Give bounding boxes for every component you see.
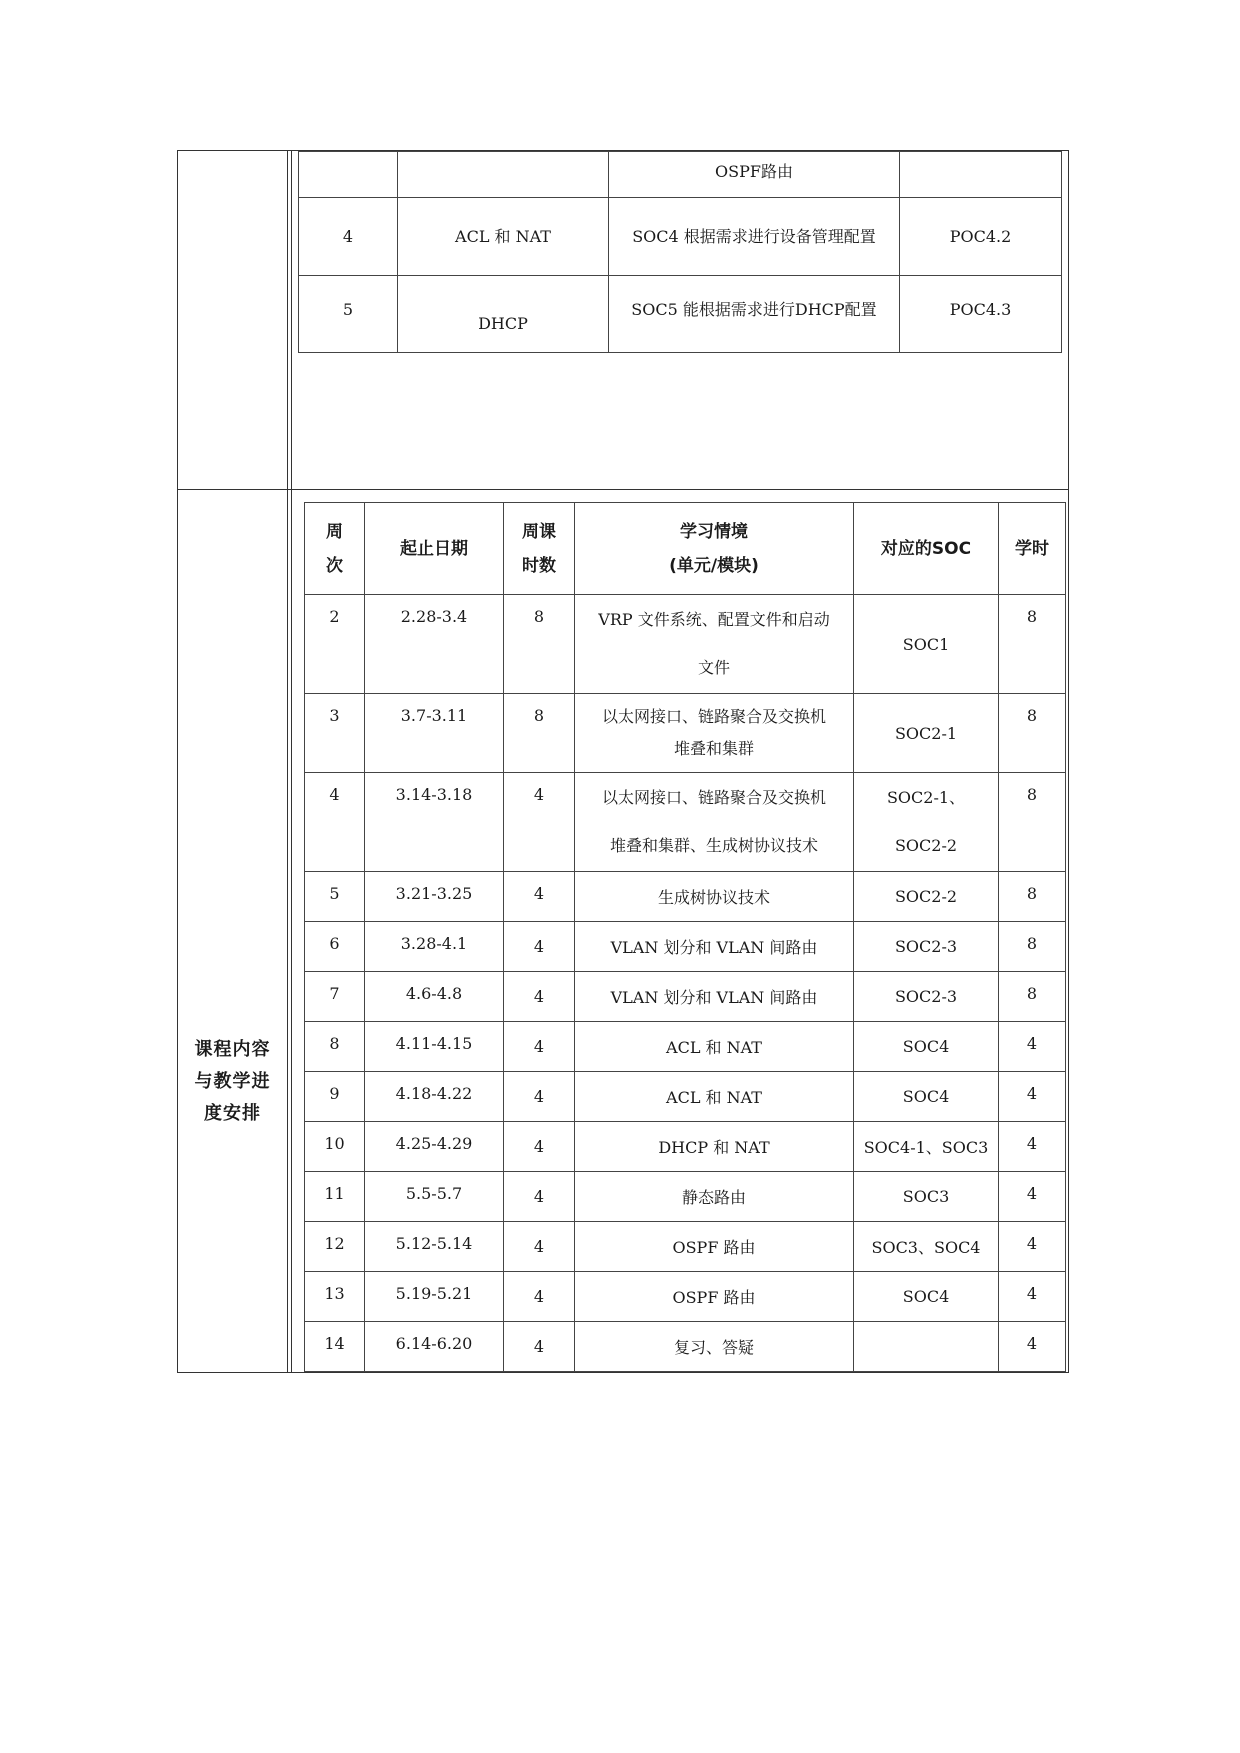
week-cell xyxy=(305,595,365,694)
soc-cell-line: SOC2-2 xyxy=(894,836,958,855)
week-cell xyxy=(305,872,365,922)
week-cell-line: 7 xyxy=(329,984,340,1003)
label-column-divider xyxy=(287,151,292,1372)
header-line: 次 xyxy=(326,555,343,576)
context-cell xyxy=(575,1322,854,1372)
table-row xyxy=(305,773,1066,872)
context-cell xyxy=(575,872,854,922)
credit-cell xyxy=(999,694,1066,773)
credit-cell-line: 4 xyxy=(1026,1034,1038,1053)
hours-cell-line: 4 xyxy=(533,1287,545,1306)
hours-cell-line: 4 xyxy=(533,1137,545,1156)
topic-cell: DHCP xyxy=(398,276,609,353)
hours-cell-line: 4 xyxy=(533,1087,545,1106)
context-cell xyxy=(575,1072,854,1122)
soc-header: 对应的SOC xyxy=(854,503,999,595)
credit-header: 学时 xyxy=(999,503,1066,595)
hours-cell-line: 4 xyxy=(533,937,545,956)
header-line: 周 xyxy=(326,521,343,542)
dates-cell xyxy=(365,872,504,922)
soc-cell xyxy=(854,922,999,972)
soc-cell-line: SOC2-3 xyxy=(894,987,958,1006)
dates-cell-line: 3.21-3.25 xyxy=(395,884,473,903)
week-cell-line: 13 xyxy=(324,1284,345,1303)
week-cell xyxy=(305,1122,365,1172)
table-row xyxy=(305,1022,1066,1072)
soc-cell-line: SOC3 xyxy=(902,1187,950,1206)
dates-cell xyxy=(365,1322,504,1372)
dates-cell xyxy=(365,773,504,872)
schedule-body xyxy=(305,595,1066,1372)
hours-cell-line: 4 xyxy=(533,1337,545,1356)
dates-cell xyxy=(365,1272,504,1322)
dates-cell-line: 3.14-3.18 xyxy=(395,785,473,804)
soc-cell-line: SOC4 xyxy=(902,1287,950,1306)
header-line: (单元/模块) xyxy=(669,555,759,576)
soc-cell-line: SOC2-3 xyxy=(894,937,958,956)
credit-cell-line: 8 xyxy=(1026,785,1038,804)
week-cell-line: 8 xyxy=(329,1034,340,1053)
credit-cell-line: 4 xyxy=(1026,1184,1038,1203)
hours-cell xyxy=(504,1022,575,1072)
dates-cell-line: 4.18-4.22 xyxy=(395,1084,473,1103)
credit-cell xyxy=(999,922,1066,972)
context-cell-line: 堆叠和集群、生成树协议技术 xyxy=(609,836,818,855)
hours-cell-line: 4 xyxy=(533,785,545,804)
poc-cell: POC4.2 xyxy=(900,198,1062,276)
week-cell-line: 14 xyxy=(324,1334,345,1353)
soc-cell-line: SOC2-1、 xyxy=(886,788,966,807)
soc-cell-line: SOC3、SOC4 xyxy=(871,1238,981,1257)
credit-cell xyxy=(999,1272,1066,1322)
soc-cell xyxy=(854,1172,999,1222)
context-cell-line: 以太网接口、链路聚合及交换机 xyxy=(601,707,826,726)
credit-cell-line: 8 xyxy=(1026,706,1038,725)
soc-cell xyxy=(854,1022,999,1072)
soc-cell-line: SOC4-1、SOC3 xyxy=(863,1138,989,1157)
context-cell-line: ACL 和 NAT xyxy=(666,1088,762,1107)
hours-cell xyxy=(504,1072,575,1122)
context-cell xyxy=(575,1272,854,1322)
dates-cell-line: 4.6-4.8 xyxy=(405,984,463,1003)
week-cell-line: 12 xyxy=(324,1234,345,1253)
soc-cell-line: SOC4 xyxy=(902,1037,950,1056)
hours-cell xyxy=(504,694,575,773)
context-cell xyxy=(575,922,854,972)
soc-cell-line: SOC1 xyxy=(902,634,950,654)
dates-cell-line: 3.7-3.11 xyxy=(400,706,468,725)
soc-cell xyxy=(854,694,999,773)
week-cell-line: 11 xyxy=(324,1184,345,1203)
dates-cell-line: 5.5-5.7 xyxy=(405,1184,463,1203)
dates-header: 起止日期 xyxy=(365,503,504,595)
soc-cell xyxy=(854,1072,999,1122)
table-row xyxy=(299,198,1062,276)
week-cell xyxy=(299,152,398,198)
week-cell xyxy=(305,1322,365,1372)
table-row xyxy=(305,872,1066,922)
dates-cell-line: 4.25-4.29 xyxy=(395,1134,473,1153)
soc-cell xyxy=(854,1322,999,1372)
soc-poc-table xyxy=(298,151,1062,353)
context-cell xyxy=(575,1222,854,1272)
credit-cell-line: 8 xyxy=(1026,884,1038,903)
credit-cell xyxy=(999,1222,1066,1272)
dates-cell-line: 2.28-3.4 xyxy=(400,607,468,626)
header-row xyxy=(305,503,1066,595)
credit-cell xyxy=(999,773,1066,872)
credit-cell-line: 8 xyxy=(1026,607,1038,626)
credit-cell xyxy=(999,1072,1066,1122)
dates-cell xyxy=(365,972,504,1022)
context-cell xyxy=(575,1172,854,1222)
week-cell: 5 xyxy=(299,276,398,353)
context-cell-line: VLAN 划分和 VLAN 间路由 xyxy=(610,938,818,957)
credit-cell xyxy=(999,972,1066,1022)
context-header xyxy=(575,503,854,595)
week-cell xyxy=(305,1222,365,1272)
table-row xyxy=(299,276,1062,353)
dates-cell-line: 5.19-5.21 xyxy=(395,1284,473,1303)
soc-cell-line: SOC4 xyxy=(902,1087,950,1106)
soc-cell xyxy=(854,972,999,1022)
dates-cell xyxy=(365,1222,504,1272)
table-row xyxy=(305,1172,1066,1222)
hours-cell-line: 4 xyxy=(533,987,545,1006)
table-row xyxy=(299,152,1062,198)
week-header xyxy=(305,503,365,595)
context-cell-line: VLAN 划分和 VLAN 间路由 xyxy=(610,988,818,1007)
context-cell-line: OSPF 路由 xyxy=(672,1238,756,1257)
credit-cell xyxy=(999,872,1066,922)
soc-cell: SOC4 根据需求进行设备管理配置 xyxy=(609,198,900,276)
poc-cell xyxy=(900,152,1062,198)
hours-cell xyxy=(504,1272,575,1322)
week-cell xyxy=(305,972,365,1022)
week-cell xyxy=(305,1272,365,1322)
table-row xyxy=(305,922,1066,972)
hours-cell-line: 4 xyxy=(533,1237,545,1256)
credit-cell xyxy=(999,595,1066,694)
context-cell-line: DHCP 和 NAT xyxy=(658,1138,770,1157)
hours-cell-line: 8 xyxy=(533,607,545,626)
section-label-line: 与教学进 xyxy=(194,1071,271,1092)
soc-cell: OSPF路由 xyxy=(609,152,900,198)
dates-cell-line: 3.28-4.1 xyxy=(400,934,468,953)
context-cell-line: 生成树协议技术 xyxy=(657,888,770,907)
header-line: 周课 xyxy=(522,521,556,542)
hours-cell xyxy=(504,595,575,694)
header-line: 学习情境 xyxy=(680,521,748,542)
section-label xyxy=(178,1034,287,1130)
hours-cell xyxy=(504,972,575,1022)
context-cell xyxy=(575,773,854,872)
hours-cell-line: 4 xyxy=(533,1037,545,1056)
hours-cell xyxy=(504,922,575,972)
table-row xyxy=(305,595,1066,694)
week-cell: 4 xyxy=(299,198,398,276)
soc-cell xyxy=(854,1222,999,1272)
table-row xyxy=(305,694,1066,773)
hours-cell-line: 4 xyxy=(533,1187,545,1206)
credit-cell xyxy=(999,1322,1066,1372)
credit-cell xyxy=(999,1122,1066,1172)
week-cell-line: 4 xyxy=(329,785,340,804)
week-cell-line: 5 xyxy=(329,884,340,903)
section-label-line: 度安排 xyxy=(204,1103,261,1124)
table-row xyxy=(305,1322,1066,1372)
dates-cell xyxy=(365,694,504,773)
credit-cell xyxy=(999,1172,1066,1222)
context-cell xyxy=(575,694,854,773)
dates-cell xyxy=(365,1022,504,1072)
table-row xyxy=(305,972,1066,1022)
topic-cell xyxy=(398,152,609,198)
context-cell-line: 堆叠和集群 xyxy=(673,739,754,758)
context-cell-line: OSPF 路由 xyxy=(672,1288,756,1307)
context-cell-line: 以太网接口、链路聚合及交换机 xyxy=(601,788,826,807)
soc-cell xyxy=(854,1122,999,1172)
credit-cell-line: 4 xyxy=(1026,1084,1038,1103)
week-cell-line: 2 xyxy=(329,607,340,626)
context-cell-line: 文件 xyxy=(697,658,730,677)
dates-cell xyxy=(365,595,504,694)
soc-cell xyxy=(854,1272,999,1322)
context-cell-line: 复习、答疑 xyxy=(673,1338,754,1357)
hours-cell xyxy=(504,773,575,872)
context-cell xyxy=(575,1022,854,1072)
week-cell-line: 3 xyxy=(329,706,340,725)
week-cell xyxy=(305,773,365,872)
context-cell-line: ACL 和 NAT xyxy=(666,1038,762,1057)
week-cell xyxy=(305,922,365,972)
dates-cell xyxy=(365,922,504,972)
soc-cell xyxy=(854,595,999,694)
week-cell-line: 6 xyxy=(329,934,340,953)
week-cell-line: 9 xyxy=(329,1084,340,1103)
credit-cell xyxy=(999,1022,1066,1072)
soc-cell-line: SOC2-1 xyxy=(894,723,958,743)
hours-cell-line: 8 xyxy=(533,706,545,725)
credit-cell-line: 4 xyxy=(1026,1334,1038,1353)
poc-cell: POC4.3 xyxy=(900,276,1062,353)
soc-cell xyxy=(854,773,999,872)
hours-cell xyxy=(504,1222,575,1272)
week-cell xyxy=(305,694,365,773)
credit-cell-line: 8 xyxy=(1026,934,1038,953)
credit-cell-line: 4 xyxy=(1026,1284,1038,1303)
hours-cell xyxy=(504,1122,575,1172)
section-label-line: 课程内容 xyxy=(194,1039,271,1060)
dates-cell xyxy=(365,1072,504,1122)
dates-cell-line: 6.14-6.20 xyxy=(395,1334,473,1353)
table-row xyxy=(305,1222,1066,1272)
header-line: 时数 xyxy=(522,555,556,576)
week-cell-line: 10 xyxy=(324,1134,345,1153)
soc-cell xyxy=(854,872,999,922)
table-row xyxy=(305,1122,1066,1172)
context-cell-line: VRP 文件系统、配置文件和启动 xyxy=(598,610,830,629)
context-cell xyxy=(575,1122,854,1172)
hours-cell-line: 4 xyxy=(533,884,545,903)
week-cell xyxy=(305,1072,365,1122)
hours-cell xyxy=(504,1322,575,1372)
week-cell xyxy=(305,1022,365,1072)
dates-cell xyxy=(365,1172,504,1222)
credit-cell-line: 4 xyxy=(1026,1234,1038,1253)
credit-cell-line: 8 xyxy=(1026,984,1038,1003)
table-row xyxy=(305,1272,1066,1322)
soc-cell: SOC5 能根据需求进行DHCP配置 xyxy=(609,276,900,353)
schedule-table xyxy=(304,502,1066,1372)
week-cell xyxy=(305,1172,365,1222)
dates-cell-line: 4.11-4.15 xyxy=(395,1034,473,1053)
context-cell-line: 静态路由 xyxy=(681,1188,746,1207)
dates-cell-line: 5.12-5.14 xyxy=(395,1234,473,1253)
hours-cell xyxy=(504,872,575,922)
context-cell xyxy=(575,595,854,694)
topic-cell: ACL 和 NAT xyxy=(398,198,609,276)
soc-cell-line: SOC2-2 xyxy=(894,887,958,906)
hours-header xyxy=(504,503,575,595)
table-row xyxy=(305,1072,1066,1122)
section-divider xyxy=(178,489,1068,490)
dates-cell xyxy=(365,1122,504,1172)
credit-cell-line: 4 xyxy=(1026,1134,1038,1153)
context-cell xyxy=(575,972,854,1022)
hours-cell xyxy=(504,1172,575,1222)
